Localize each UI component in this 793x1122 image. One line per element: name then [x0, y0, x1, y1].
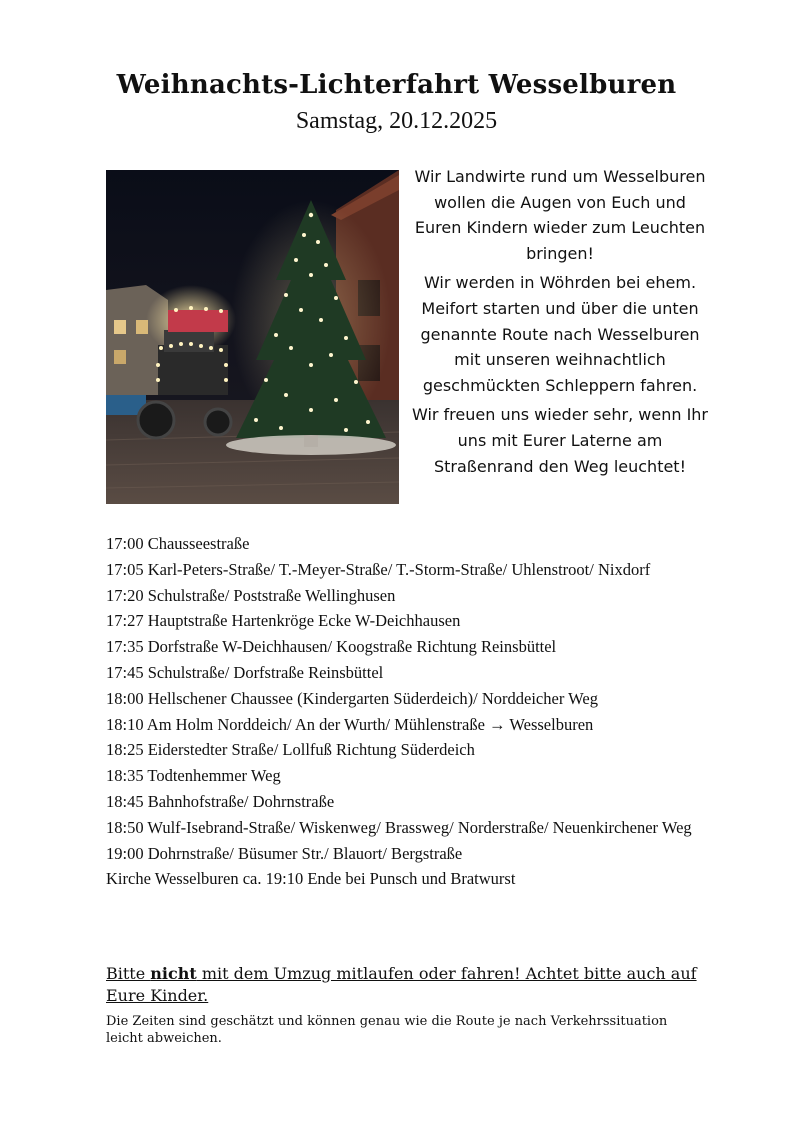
intro-text — [410, 164, 710, 483]
route-stop: 18:35 Todtenhemmer Weg — [106, 766, 281, 786]
intro-paragraph-2: Wir werden in Wöhrden bei ehem. Meifort starten und über die unten genannte Route nach Wesselburen mit unseren weihnachtlich geschmückten Schleppern fahren. — [420, 273, 700, 395]
route-stop: 18:25 Eiderstedter Straße/ Lollfuß Richtung Süderdeich — [106, 740, 475, 760]
route-stop: 17:20 Schulstraße/ Poststraße Wellinghusen — [106, 585, 396, 605]
route-stop: 18:50 Wulf-Isebrand-Straße/ Wiskenweg/ Brassweg/ Norderstraße/ Neuenkirchener Weg — [106, 817, 692, 837]
route-stop: 17:05 Karl-Peters-Straße/ T.-Meyer-Straße/ T.-Storm-Straße/ Uhlenstroot/ Nixdorf — [106, 559, 651, 579]
route-stop: 17:35 Dorfstraße W-Deichhausen/ Koogstraße Richtung Reinsbüttel — [106, 637, 557, 657]
route-stop: 17:45 Schulstraße/ Dorfstraße Reinsbüttel — [106, 662, 384, 682]
page-title: Weihnachts-Lichterfahrt Wesselburen — [116, 70, 677, 100]
route-stop: 18:45 Bahnhofstraße/ Dohrnstraße — [106, 791, 335, 811]
warning-text-start: Bitte — [106, 964, 151, 983]
route-stop: 18:00 Hellschener Chaussee (Kindergarten Süderdeich)/ Norddeicher Weg — [106, 688, 598, 708]
route-stop: 18:10 Am Holm Norddeich/ An der Wurth/ Mühlenstraße → Wesselburen — [106, 714, 594, 734]
warning-text-end: mit dem Umzug mitlaufen oder fahren! Achtet bitte auch auf Eure Kinder. — [106, 964, 697, 1005]
intro-paragraph-3: Wir freuen uns wieder sehr, wenn Ihr uns mit Eurer Laterne am Straßenrand den Weg leuchtet! — [411, 405, 709, 476]
route-stop: 19:00 Dohrnstraße/ Büsumer Str./ Blauort/ Bergstraße — [106, 843, 463, 863]
route-end: Kirche Wesselburen ca. 19:10 Ende bei Punsch und Bratwurst — [106, 869, 516, 889]
route-stop: 17:27 Hauptstraße Hartenkröge Ecke W-Deichhausen — [106, 611, 461, 631]
event-date: Samstag, 20.12.2025 — [295, 108, 498, 134]
christmas-tree-tractor-photo — [106, 170, 399, 504]
intro-paragraph-1: Wir Landwirte rund um Wesselburen wollen die Augen von Euch und Euren Kindern wieder zum Leuchten bringen! — [414, 167, 706, 263]
safety-warning — [106, 963, 706, 1007]
disclaimer-note: Die Zeiten sind geschätzt und können genau wie die Route je nach Verkehrssituation leicht abweichen. — [106, 1014, 668, 1046]
route-list — [106, 531, 706, 892]
warning-emphasis: nicht — [150, 964, 197, 983]
route-stop: 17:00 Chausseestraße — [106, 534, 250, 553]
